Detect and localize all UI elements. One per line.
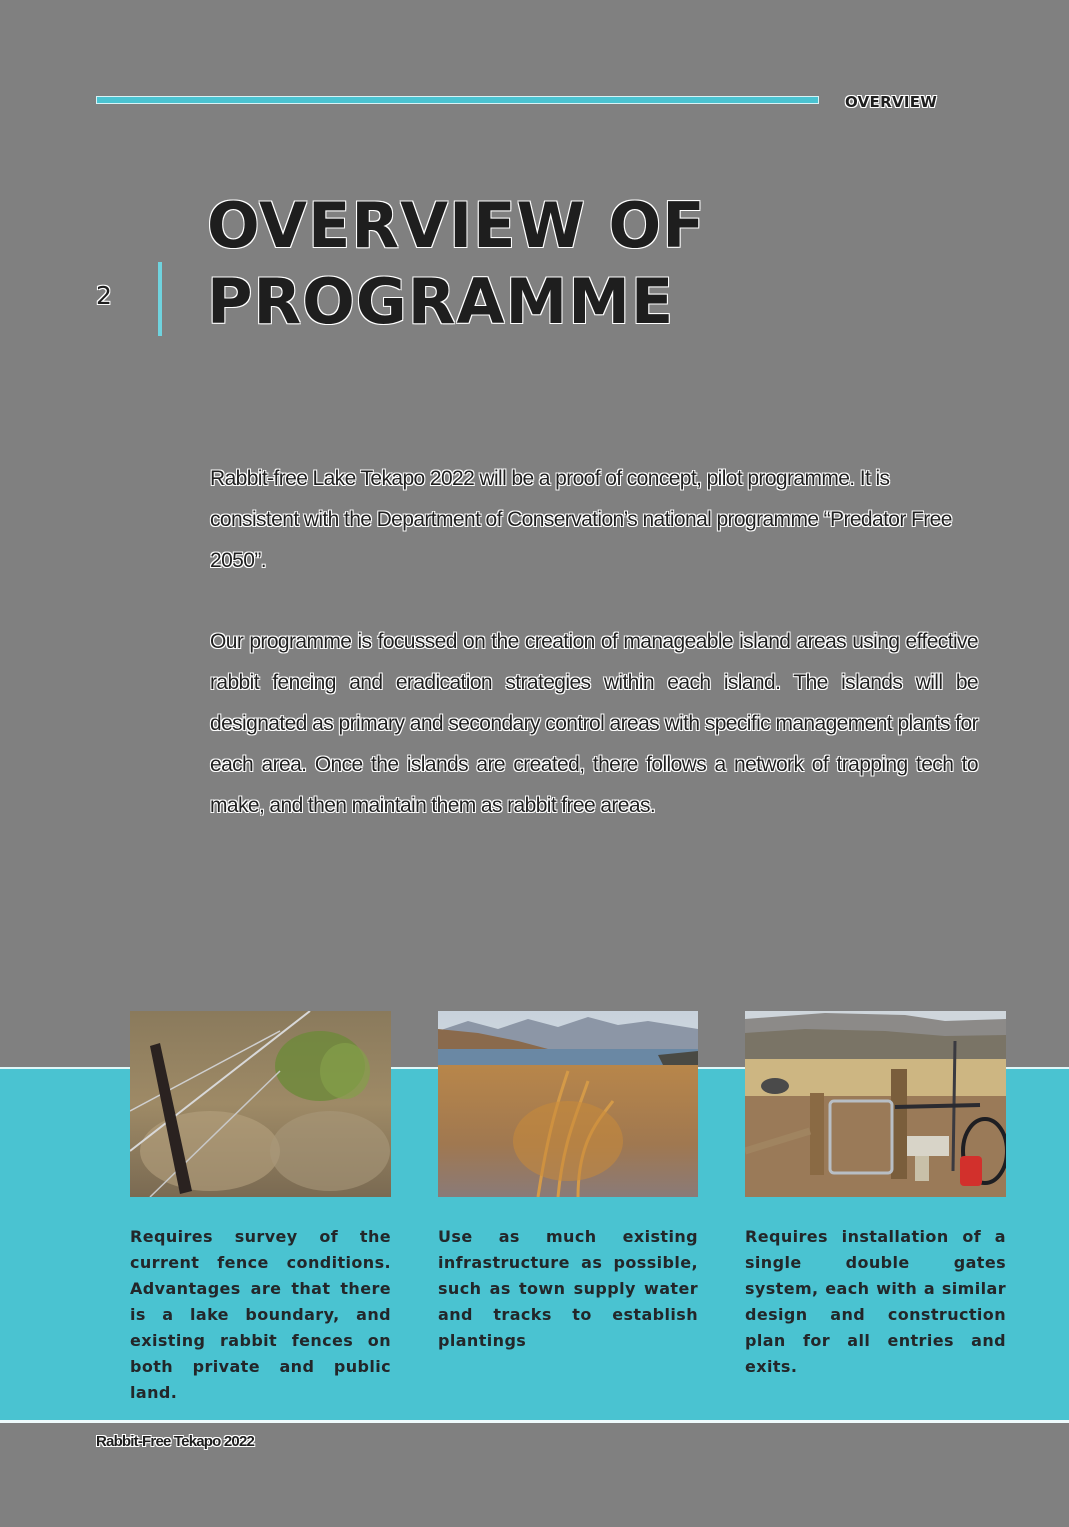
page-title-line1: OVERVIEW OF: [207, 189, 706, 262]
intro-paragraph: Rabbit-free Lake Tekapo 2022 will be a proof of concept, pilot programme. It is consistent with the Department of Conservation’s national programme “Predator Free 2050”.: [210, 467, 952, 572]
header-rule: [96, 96, 819, 104]
card-infrastructure: [438, 1011, 698, 1354]
card-caption: Use as much existing infrastructure as possible, such as town supply water and tracks to establish plantings: [438, 1227, 698, 1350]
card-fence-survey: [130, 1011, 391, 1406]
card-caption: Requires survey of the current fence conditions. Advantages are that there is a lake boundary, and existing rabbit fences on both private and public land.: [130, 1227, 391, 1402]
double-gate-photo: [745, 1011, 1006, 1197]
lake-tussock-photo: [438, 1011, 698, 1197]
page-title: [207, 188, 706, 340]
fence-post-photo: [130, 1011, 391, 1197]
card-caption: Requires installation of a single double gates system, each with a similar design and construction plan for all entries and exits.: [745, 1227, 1006, 1376]
title-accent-bar: [158, 262, 162, 336]
card-double-gates: [745, 1011, 1006, 1380]
page-title-line2: PROGRAMME: [207, 265, 675, 338]
section-label: OVERVIEW: [845, 93, 938, 111]
footer-text: Rabbit-Free Tekapo 2022: [96, 1433, 255, 1450]
programme-paragraph: Our programme is focussed on the creation of manageable island areas using effective rabbit fencing and eradication strategies within each island. The islands will be designated as primary and secondary control areas with specific management plants for each area. Once the islands are created, there follows a network of trapping tech to make, and then maintain them as rabbit free areas.: [210, 630, 978, 817]
page-number: 2: [96, 281, 112, 310]
